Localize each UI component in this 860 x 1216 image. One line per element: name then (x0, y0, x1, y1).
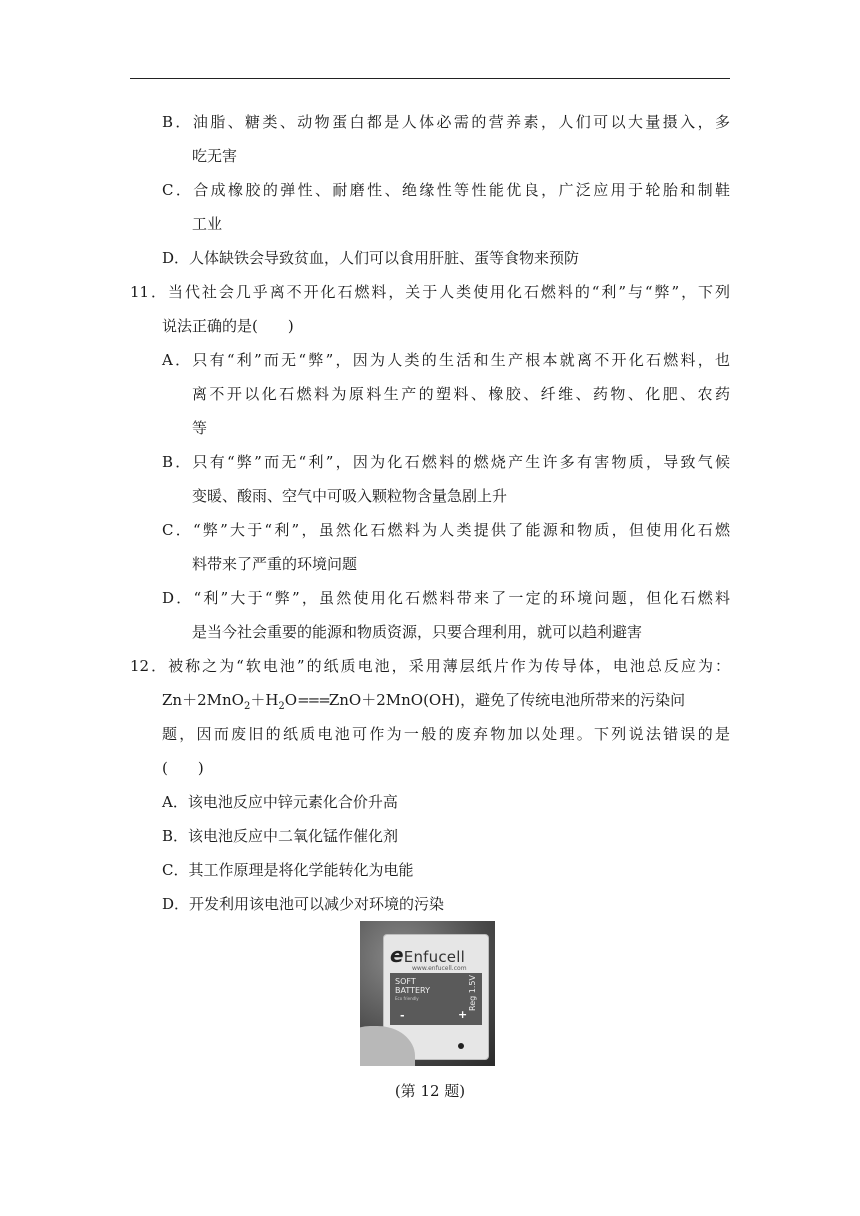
q12-option-b: B．该电池反应中二氧化锰作催化剂 (162, 827, 399, 845)
q11-option-d-line2: 是当今社会重要的能源和物质资源，只要合理利用，就可以趋利避害 (192, 623, 643, 641)
q11-option-a-line2: 离不开以化石燃料为原料生产的塑料、橡胶、纤维、药物、化肥、农药 (192, 385, 730, 403)
q11-option-c-line2: 料带来了严重的环境问题 (192, 555, 358, 573)
q12-equation-line (162, 690, 730, 717)
eq-sub-mno2: 2 (243, 701, 251, 712)
figure-caption: (第 12 题) (394, 1082, 466, 1100)
q12-option-c: C．其工作原理是将化学能转化为电能 (162, 861, 414, 879)
q12-stem-line1: 12．被称之为“软电池”的纸质电池，采用薄层纸片作为传导体，电池总反应为： (130, 657, 730, 675)
eq-plus-h: ＋H (250, 691, 279, 709)
q10-option-b-line1: B．油脂、糖类、动物蛋白都是人体必需的营养素，人们可以大量摄入，多 (162, 113, 730, 131)
brand-url: www.enfucell.com (412, 965, 467, 972)
label-battery: BATTERY (395, 986, 430, 995)
minus-terminal: - (400, 1009, 405, 1022)
voltage-label: Reg 1.5V (468, 975, 477, 1011)
q11-option-a-line1: A．只有“利”而无“弊”，因为人类的生活和生产根本就离不开化石燃料，也 (162, 351, 730, 369)
battery-label (395, 977, 430, 995)
label-tiny: Eco friendly (395, 996, 419, 1001)
brand-e-logo: e (390, 943, 404, 967)
brand-logo (390, 943, 465, 967)
q11-stem-line1: 11．当代社会几乎离不开化石燃料，关于人类使用化石燃料的“利”与“弊”，下列 (130, 283, 730, 301)
eq-arrow: === (297, 691, 329, 709)
q10-option-d-line1: D．人体缺铁会导致贫血，人们可以食用肝脏、蛋等食物来预防 (162, 249, 580, 267)
q12-stem-line3: 题，因而废旧的纸质电池可作为一般的废弃物加以处理。下列说法错误的是 (162, 725, 730, 743)
q11-option-b-line2: 变暖、酸雨、空气中可吸入颗粒物含量急剧上升 (192, 487, 508, 505)
q11-stem-line2: 说法正确的是( ) (162, 317, 294, 335)
q12-stem-line4: ( ) (162, 759, 204, 777)
eq-sub-h2o: 2 (278, 701, 285, 712)
q11-option-c-line1: C．“弊”大于“利”，虽然化石燃料为人类提供了能源和物质，但使用化石燃 (162, 521, 730, 539)
q10-option-b-line2: 吃无害 (192, 147, 238, 165)
q11-option-b-line1: B．只有“弊”而无“利”，因为化石燃料的燃烧产生许多有害物质，导致气候 (162, 453, 730, 471)
terminal-dot-right (458, 1043, 464, 1049)
q11-option-d-line1: D．“利”大于“弊”，虽然使用化石燃料带来了一定的环境问题，但化石燃料 (162, 589, 730, 607)
label-soft: SOFT (395, 977, 416, 986)
eq-zn: Zn＋2MnO (162, 691, 244, 709)
brand-name: Enfucell (403, 948, 465, 966)
plus-terminal: + (458, 1008, 468, 1021)
q10-option-c-line2: 工业 (192, 215, 223, 233)
eq-rest: ZnO＋2MnO(OH)，避免了传统电池所带来的污染问 (328, 691, 686, 709)
q12-equation (162, 690, 685, 717)
q10-option-c-line1: C．合成橡胶的弹性、耐磨性、绝缘性等性能优良，广泛应用于轮胎和制鞋 (162, 181, 730, 199)
battery-panel (390, 973, 482, 1025)
q12-option-d: D．开发利用该电池可以减少对环境的污染 (162, 895, 445, 913)
eq-o: O (284, 691, 298, 709)
battery-photo (360, 921, 495, 1066)
q12-option-a: A．该电池反应中锌元素化合价升高 (162, 793, 398, 811)
q11-option-a-line3: 等 (192, 419, 208, 437)
header-rule (130, 78, 730, 79)
